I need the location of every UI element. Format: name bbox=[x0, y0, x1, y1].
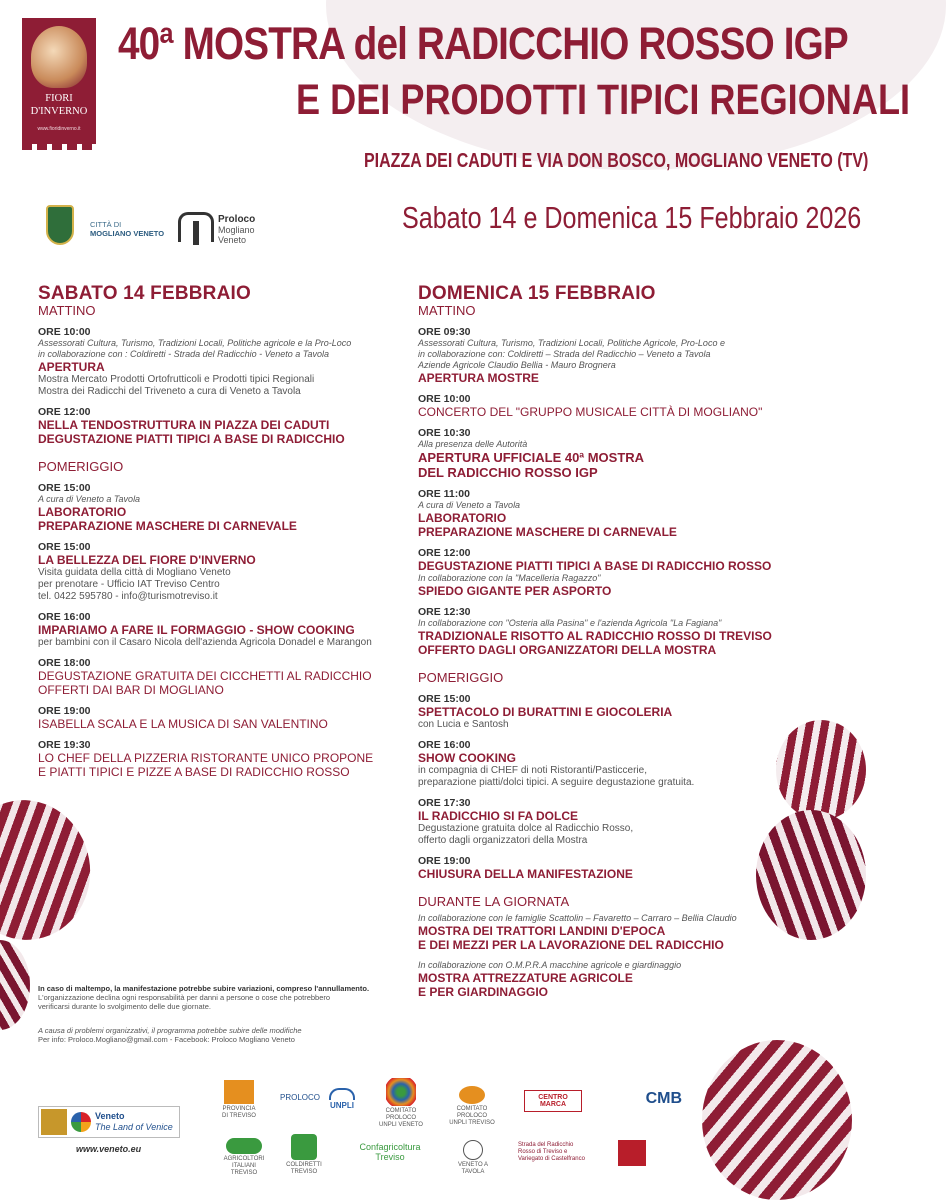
city-label: CITTÀ DI MOGLIANO VENETO bbox=[90, 220, 165, 238]
fiori-dinverno-logo bbox=[22, 18, 96, 144]
program-item: ORE 10:30 Alla presenza delle Autorità APERTURA UFFICIALE 40ª MOSTRA DEL RADICCHIO ROSSO IGP bbox=[418, 427, 645, 480]
sponsor-logo: CMB bbox=[645, 1090, 682, 1107]
sponsor-logo bbox=[618, 1140, 646, 1166]
sponsor-logo: UNPLI bbox=[324, 1088, 360, 1109]
radicchio-emblem-icon bbox=[31, 26, 87, 88]
sponsor-logo: PROLOCO bbox=[279, 1093, 320, 1102]
sponsor-logo: VENETO A TAVOLA bbox=[448, 1140, 498, 1176]
program-item: ORE 19:00 CHIUSURA DELLA MANIFESTAZIONE bbox=[418, 855, 633, 881]
cia-icon bbox=[226, 1138, 262, 1154]
logo-url: www.fioridinverno.it bbox=[37, 126, 81, 132]
info-note: A causa di problemi organizzativi, il programma potrebbe subire delle modifiche Per info: Proloco.Mogliano@gmail.com - Facebook: Proloco Mogliano Veneto bbox=[38, 1026, 302, 1044]
proloco-label: Proloco Mogliano Veneto bbox=[218, 214, 256, 245]
sunday-column bbox=[418, 284, 808, 999]
sunday-all-day: DURANTE LA GIORNATA bbox=[418, 894, 570, 909]
program-item: ORE 10:00 CONCERTO DEL "GRUPPO MUSICALE CITTÀ DI MOGLIANO" bbox=[418, 393, 763, 419]
program-item: ORE 17:30 IL RADICCHIO SI FA DOLCE Degustazione gratuita dolce al Radicchio Rosso, offerto dagli organizzatori della Mostra bbox=[418, 797, 634, 846]
event-date: Sabato 14 e Domenica 15 Febbraio 2026 bbox=[402, 200, 862, 235]
program-item: ORE 19:30 LO CHEF DELLA PIZZERIA RISTORANTE UNICO PROPONE E PIATTI TIPICI E PIZZE A BASE DI RADICCHIO ROSSO bbox=[38, 739, 374, 779]
program-item: ORE 16:00 IMPARIAMO A FARE IL FORMAGGIO - SHOW COOKING per bambini con il Casaro Nicola dell'azienda Agricola Donadel e Marangon bbox=[38, 611, 372, 648]
radicchio-decoration bbox=[0, 790, 101, 950]
unpli-treviso-icon bbox=[459, 1086, 485, 1104]
logo-line1: FIORI bbox=[45, 93, 73, 104]
veneto-a-tavola-icon bbox=[463, 1140, 483, 1160]
program-item: In collaborazione con le famiglie Scattolin – Favaretto – Carraro – Bellia Claudio MOSTRA DEI TRATTORI LANDINI D'EPOCA E DEI MEZZI PER LA LAVORAZIONE DEL RADICCHIO bbox=[418, 913, 737, 952]
program-item: In collaborazione con O.M.P.R.A macchine agricole e giardinaggio MOSTRA ATTREZZATURE AGRICOLE E PER GIARDINAGGIO bbox=[418, 960, 682, 999]
sponsor-logo: COMITATO PROLOCO UNPLI TREVISO bbox=[444, 1086, 500, 1127]
saturday-column bbox=[38, 284, 408, 779]
radicchio-decoration bbox=[0, 940, 30, 1030]
radicchio-decoration bbox=[776, 720, 866, 820]
unpli-veneto-icon bbox=[386, 1078, 416, 1106]
event-place: PIAZZA DEI CADUTI E VIA DON BOSCO, MOGLIANO VENETO (TV) bbox=[364, 150, 869, 172]
coldiretti-icon bbox=[291, 1134, 317, 1160]
program-item: ORE 09:30 Assessorati Cultura, Turismo, Tradizioni Locali, Politiche Agricole, Pro-Loco e in collaborazione con: Coldiretti – Strada del Radicchio – Veneto a Tavola Aziende Agricole Claudio Bellia - Mauro Brognera APERTURA MOSTRE bbox=[418, 326, 725, 385]
sponsor-logo: Strada del Radicchio Rosso di Treviso e Variegato di Castelfranco bbox=[518, 1142, 585, 1162]
sponsor-logo: COMITATO PROLOCO UNPLI VENETO bbox=[378, 1078, 424, 1129]
program-item: ORE 15:00 LA BELLEZZA DEL FIORE D'INVERNO Visita guidata della città di Mogliano Veneto per prenotare - Ufficio IAT Treviso Centro tel. 0422 595780 - info@turismotreviso.it bbox=[38, 541, 256, 602]
mogliano-crest-icon bbox=[46, 205, 74, 245]
title-line2: E DEI PRODOTTI TIPICI REGIONALI bbox=[296, 76, 911, 124]
logo-line2: D'INVERNO bbox=[30, 106, 88, 117]
program-item: ORE 12:00 NELLA TENDOSTRUTTURA IN PIAZZA DEI CADUTI DEGUSTAZIONE PIATTI TIPICI A BASE DI RADICCHIO bbox=[38, 406, 345, 446]
program-item: ORE 18:00 DEGUSTAZIONE GRATUITA DEI CICCHETTI AL RADICCHIO OFFERTI DAI BAR DI MOGLIANO bbox=[38, 657, 372, 697]
veneto-star-icon bbox=[71, 1112, 91, 1132]
sponsor-logo: CENTRO MARCA bbox=[524, 1090, 582, 1112]
radicchio-decoration bbox=[756, 810, 866, 940]
sunday-title: DOMENICA 15 FEBBRAIO bbox=[418, 283, 656, 304]
radicchio-decoration bbox=[702, 1040, 852, 1200]
disclaimer: In caso di maltempo, la manifestazione potrebbe subire variazioni, compreso l'annullamento. L'organizzazione declina ogni responsabilità per danni a persone o cose che potrebbero verificarsi durante lo svolgimento delle due giornate. bbox=[38, 984, 370, 1011]
program-item: ORE 16:00 SHOW COOKING in compagnia di CHEF di noti Ristoranti/Pasticcerie, preparazione piatti/dolci tipici. A seguire degustazione gratuita. bbox=[418, 739, 695, 788]
proloco-logo-icon bbox=[178, 212, 214, 242]
title-line1: 40ª MOSTRA del RADICCHIO ROSSO IGP bbox=[118, 18, 848, 69]
sunday-morning: MATTINO bbox=[418, 303, 476, 318]
saturday-morning: MATTINO bbox=[38, 303, 96, 318]
program-item: ORE 12:30 In collaborazione con "Osteria alla Pasina" e l'azienda Agricola "La Fagiana" TRADIZIONALE RISOTTO AL RADICCHIO ROSSO DI TREVISO OFFERTO DAGLI ORGANIZZATORI DELLA MOSTRA bbox=[418, 606, 772, 657]
program-item: ORE 10:00 Assessorati Cultura, Turismo, Tradizioni Locali, Politiche agricole e la Pro-Loco in collaborazione con : Coldiretti - Strada del Radicchio - Veneto a Tavola APERTURA Mostra Mercato Prodotti Ortofrutticoli e Prodotti tipici Regionali Mostra dei Radicchi del Triveneto a cura di Veneto a Tavola bbox=[38, 326, 352, 397]
program-item: ORE 11:00 A cura di Veneto a Tavola LABORATORIO PREPARAZIONE MASCHERE DI CARNEVALE bbox=[418, 488, 677, 539]
saturday-title: SABATO 14 FEBBRAIO bbox=[38, 283, 251, 304]
veneto-url: www.veneto.eu bbox=[76, 1144, 142, 1154]
program-item: ORE 15:00 A cura di Veneto a Tavola LABORATORIO PREPARAZIONE MASCHERE DI CARNEVALE bbox=[38, 482, 297, 533]
sponsor-logo: Confagricoltura Treviso bbox=[359, 1142, 421, 1162]
sunday-afternoon: POMERIGGIO bbox=[418, 670, 504, 685]
veneto-land-logo: Veneto The Land of Venice bbox=[38, 1106, 180, 1138]
program-item: ORE 12:00 DEGUSTAZIONE PIATTI TIPICI A BASE DI RADICCHIO ROSSO In collaborazione con la "Macelleria Ragazzo" SPIEDO GIGANTE PER ASPORTO bbox=[418, 547, 772, 598]
lion-icon bbox=[41, 1109, 67, 1135]
sponsor-logo: COLDIRETTI TREVISO bbox=[284, 1134, 324, 1176]
saturday-afternoon: POMERIGGIO bbox=[38, 459, 124, 474]
provincia-icon bbox=[224, 1080, 254, 1104]
program-item: ORE 19:00 ISABELLA SCALA E LA MUSICA DI SAN VALENTINO bbox=[38, 705, 328, 731]
sponsor-logo: AGRICOLTORI ITALIANI TREVISO bbox=[222, 1138, 266, 1177]
program-item: ORE 15:00 SPETTACOLO DI BURATTINI E GIOCOLERIA con Lucia e Santosh bbox=[418, 693, 673, 730]
sponsor-logo: PROVINCIA DI TREVISO bbox=[222, 1080, 256, 1120]
unpli-icon bbox=[329, 1088, 355, 1100]
